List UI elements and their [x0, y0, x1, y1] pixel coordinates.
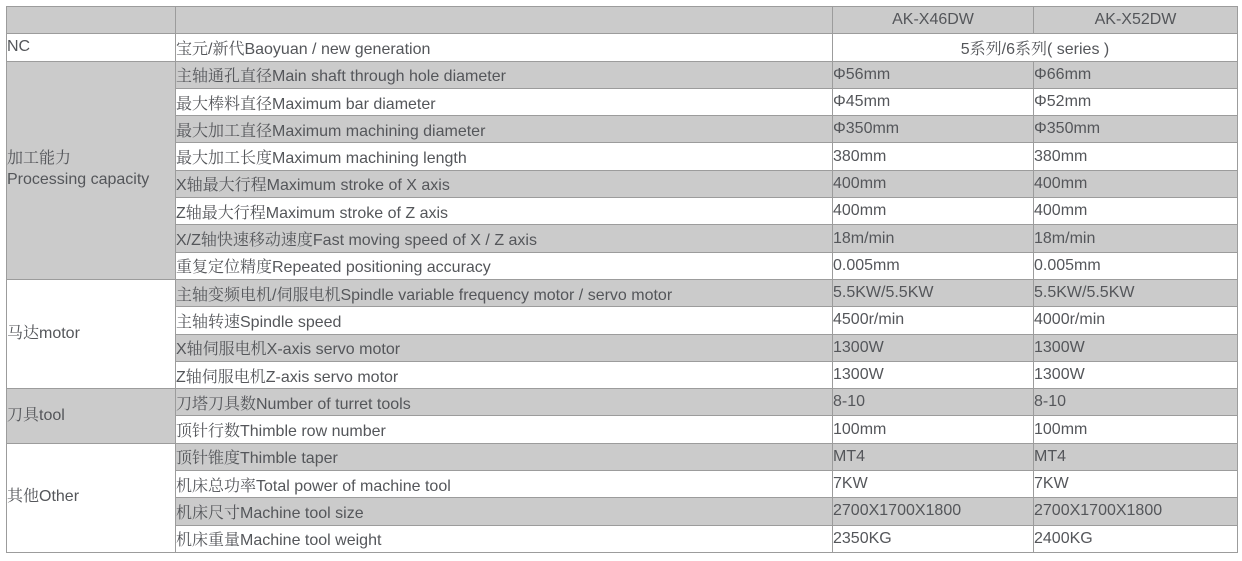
value-cell: MT4 [1034, 443, 1238, 470]
value-cell: 8-10 [833, 389, 1034, 416]
value-cell: 7KW [833, 471, 1034, 498]
value-cell: 18m/min [833, 225, 1034, 252]
table-row [7, 416, 1238, 443]
table-row [7, 471, 1238, 498]
value-cell: 4500r/min [833, 307, 1034, 334]
value-cell: 1300W [833, 361, 1034, 388]
value-cell: Φ350mm [833, 116, 1034, 143]
section-label-line: Processing capacity [7, 171, 150, 189]
param-cell: X轴伺服电机X-axis servo motor [176, 334, 833, 361]
table-row [7, 334, 1238, 361]
section-cell [7, 389, 176, 444]
value-cell: 2400KG [1034, 525, 1238, 552]
table-row [7, 61, 1238, 88]
value-cell: 0.005mm [1034, 252, 1238, 279]
value-cell: 380mm [1034, 143, 1238, 170]
model-header-cell-2: AK-X52DW [1034, 7, 1238, 34]
param-cell: Z轴最大行程Maximum stroke of Z axis [176, 198, 833, 225]
value-cell: 2700X1700X1800 [833, 498, 1034, 525]
value-cell: 1300W [1034, 361, 1238, 388]
section-cell [7, 443, 176, 552]
value-cell: Φ66mm [1034, 61, 1238, 88]
section-label-line: 加工能力 [7, 150, 72, 168]
value-cell: 8-10 [1034, 389, 1238, 416]
section-label-line: 其他Other [7, 488, 80, 506]
machine-spec-sheet [6, 6, 1238, 553]
model-header-cell-1: AK-X46DW [833, 7, 1034, 34]
value-cell: 5.5KW/5.5KW [833, 279, 1034, 306]
table-row [7, 34, 1238, 61]
table-row [7, 116, 1238, 143]
value-cell: 0.005mm [833, 252, 1034, 279]
value-cell: 400mm [1034, 170, 1238, 197]
param-cell: 最大加工直径Maximum machining diameter [176, 116, 833, 143]
param-cell: 最大棒料直径Maximum bar diameter [176, 88, 833, 115]
value-cell: 18m/min [1034, 225, 1238, 252]
table-row [7, 279, 1238, 306]
value-cell: 4000r/min [1034, 307, 1238, 334]
table-row [7, 389, 1238, 416]
section-cell [7, 61, 176, 279]
value-cell: Φ350mm [1034, 116, 1238, 143]
value-cell: 1300W [1034, 334, 1238, 361]
table-row [7, 525, 1238, 552]
value-cell: 7KW [1034, 471, 1238, 498]
value-cell: 100mm [833, 416, 1034, 443]
section-cell [7, 34, 176, 61]
param-cell: 机床总功率Total power of machine tool [176, 471, 833, 498]
value-cell: 400mm [833, 198, 1034, 225]
param-cell: 重复定位精度Repeated positioning accuracy [176, 252, 833, 279]
param-cell: 机床重量Machine tool weight [176, 525, 833, 552]
section-cell [7, 279, 176, 388]
param-cell: 主轴转速Spindle speed [176, 307, 833, 334]
table-header-row [7, 7, 1238, 34]
table-row [7, 443, 1238, 470]
param-cell: 刀塔刀具数Number of turret tools [176, 389, 833, 416]
value-cell: Φ45mm [833, 88, 1034, 115]
table-row [7, 307, 1238, 334]
param-cell: 顶针锥度Thimble taper [176, 443, 833, 470]
param-cell: 最大加工长度Maximum machining length [176, 143, 833, 170]
param-cell: X/Z轴快速移动速度Fast moving speed of X / Z axis [176, 225, 833, 252]
table-row [7, 498, 1238, 525]
param-cell: 顶针行数Thimble row number [176, 416, 833, 443]
value-cell: Φ52mm [1034, 88, 1238, 115]
table-row [7, 361, 1238, 388]
value-cell: 5.5KW/5.5KW [1034, 279, 1238, 306]
param-cell: X轴最大行程Maximum stroke of X axis [176, 170, 833, 197]
param-cell: 主轴变频电机/伺服电机Spindle variable frequency motor / servo motor [176, 279, 833, 306]
param-cell: 主轴通孔直径Main shaft through hole diameter [176, 61, 833, 88]
section-label-line: NC [7, 38, 31, 56]
value-cell: Φ56mm [833, 61, 1034, 88]
table-row [7, 170, 1238, 197]
series-merged-cell: 5系列/6系列( series ) [833, 34, 1238, 61]
header-corner-param [176, 7, 833, 34]
param-cell: Z轴伺服电机Z-axis servo motor [176, 361, 833, 388]
value-cell: MT4 [833, 443, 1034, 470]
value-cell: 400mm [833, 170, 1034, 197]
machine-spec-table [6, 6, 1238, 553]
header-corner-section [7, 7, 176, 34]
value-cell: 2350KG [833, 525, 1034, 552]
table-row [7, 143, 1238, 170]
value-cell: 380mm [833, 143, 1034, 170]
section-label-line: 马达motor [7, 324, 80, 342]
table-row [7, 198, 1238, 225]
value-cell: 2700X1700X1800 [1034, 498, 1238, 525]
table-row [7, 252, 1238, 279]
value-cell: 1300W [833, 334, 1034, 361]
section-label-line: 刀具tool [7, 406, 65, 424]
table-row [7, 88, 1238, 115]
param-cell: 宝元/新代Baoyuan / new generation [176, 34, 833, 61]
value-cell: 400mm [1034, 198, 1238, 225]
table-row [7, 225, 1238, 252]
value-cell: 100mm [1034, 416, 1238, 443]
param-cell: 机床尺寸Machine tool size [176, 498, 833, 525]
